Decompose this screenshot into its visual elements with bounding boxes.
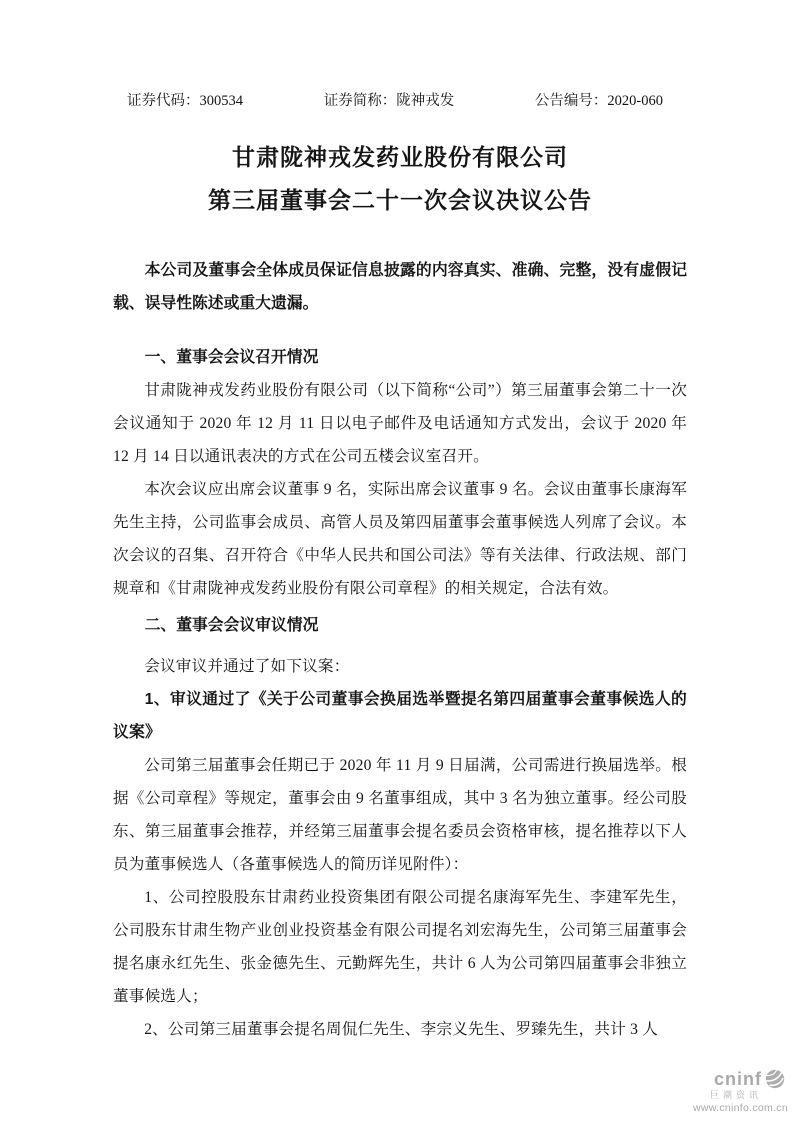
document-header <box>113 91 687 112</box>
document-title-line2: 第三届董事会二十一次会议决议公告 <box>208 188 592 213</box>
cninfo-swirl-icon <box>764 1068 786 1090</box>
cninfo-watermark <box>693 1068 788 1114</box>
section-2-heading: 二、董事会会议审议情况 <box>144 617 319 634</box>
announcement-number: 公告编号：2020-060 <box>534 93 663 109</box>
section-1-paragraph: 甘肃陇神戎发药业股份有限公司（以下简称“公司”）第三届董事会第二十一次会议通知于 2020 年 12 月 11 日以电子邮件及电话通知方式发出，会议于 2020 年 12 月 14 日以通讯表决的方式在公司五楼会议室召开。 <box>113 382 687 465</box>
cninfo-chinese-name: 巨潮资讯 <box>709 1089 762 1100</box>
cninfo-url: www.cninfo.com.cn <box>693 1101 788 1114</box>
document-title-line1: 甘肃陇神戎发药业股份有限公司 <box>232 145 568 170</box>
resolution-1-title: 1、审议通过了《关于公司董事会换届选举暨提名第四届董事会董事候选人的议案》 <box>113 691 687 741</box>
section-2-paragraph: 1、公司控股股东甘肃药业投资集团有限公司提名康海军先生、李建军先生，公司股东甘肃生物产业创业投资基金有限公司提名刘宏海先生，公司第三届董事会提名康永红先生、张金德先生、元勤辉先生，共计 6 人为公司第四届董事会非独立董事候选人； <box>113 889 687 1005</box>
section-1-heading: 一、董事会会议召开情况 <box>144 349 319 366</box>
section-2-paragraph: 2、公司第三届董事会提名周侃仁先生、李宗义先生、罗臻先生，共计 3 人 <box>144 1021 658 1038</box>
stock-code: 证券代码：300534 <box>127 93 243 109</box>
cninfo-brand-text: cninf <box>714 1068 762 1089</box>
stock-abbr: 证券简称：陇神戎发 <box>323 93 455 109</box>
cninfo-brand-row <box>693 1068 788 1090</box>
section-2-paragraph: 公司第三届董事会任期已于 2020 年 11 月 9 日届满，公司需进行换届选举。根据《公司章程》等规定，董事会由 9 名董事组成，其中 3 名为独立董事。经公司股东、第三届董事会推荐，并经第三届董事会提名委员会资格审核，提名推荐以下人员为董事候选人（各董事候选人的简历详见附件）： <box>113 757 687 873</box>
section-1-paragraph: 本次会议应出席会议董事 9 名，实际出席会议董事 9 名。会议由董事长康海军先生主持，公司监事会成员、高管人员及第四届董事会董事候选人列席了会议。本次会议的召集、召开符合《中华人民共和国公司法》等有关法律、行政法规、部门规章和《甘肃陇神戎发药业股份有限公司章程》的相关规定，合法有效。 <box>113 481 687 597</box>
document-page <box>113 0 687 1046</box>
integrity-statement: 本公司及董事会全体成员保证信息披露的内容真实、准确、完整，没有虚假记载、误导性陈述或重大遗漏。 <box>113 262 687 312</box>
section-2-intro: 会议审议并通过了如下议案： <box>144 658 350 675</box>
